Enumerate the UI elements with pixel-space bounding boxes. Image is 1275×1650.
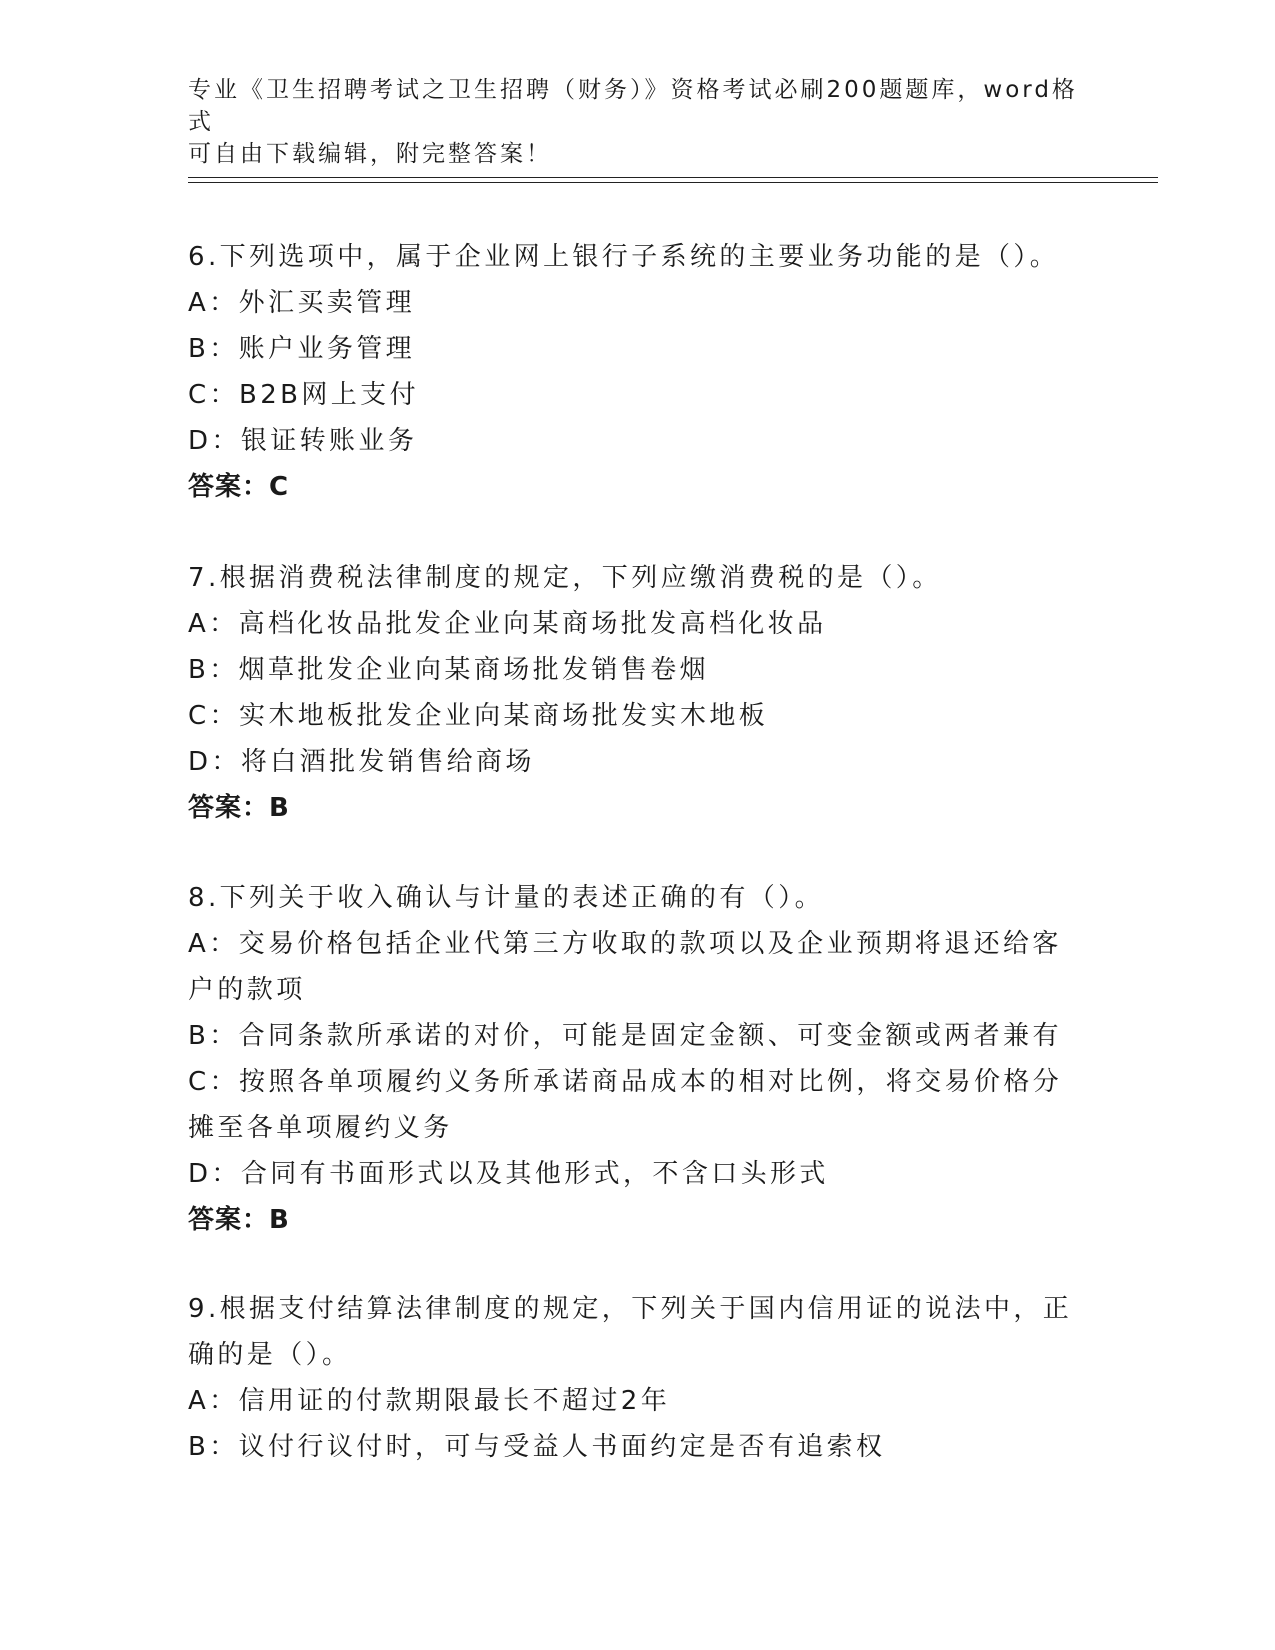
- question-stem: 6.下列选项中，属于企业网上银行子系统的主要业务功能的是（）。: [188, 242, 1060, 272]
- option-c: C：实木地板批发企业向某商场批发实木地板: [188, 701, 769, 731]
- option-b: B：合同条款所承诺的对价，可能是固定金额、可变金额或两者兼有: [188, 1021, 1062, 1051]
- option-d: D：银证转账业务: [188, 426, 418, 456]
- option-c: C：B2B网上支付: [188, 380, 419, 410]
- header-divider-bottom: [188, 182, 1158, 183]
- header-divider-top: [188, 177, 1158, 178]
- option-a: A：外汇买卖管理: [188, 288, 415, 318]
- question-stem: 9.根据支付结算法律制度的规定，下列关于国内信用证的说法中，正确的是（）。: [188, 1294, 1073, 1370]
- option-b: B：烟草批发企业向某商场批发销售卷烟: [188, 655, 710, 685]
- option-a: A：高档化妆品批发企业向某商场批发高档化妆品: [188, 609, 827, 639]
- option-a: A：交易价格包括企业代第三方收取的款项以及企业预期将退还给客户的款项: [188, 929, 1062, 1005]
- option-b: B：议付行议付时，可与受益人书面约定是否有追索权: [188, 1432, 886, 1462]
- question-8: [188, 875, 1088, 1243]
- option-c: C：按照各单项履约义务所承诺商品成本的相对比例，将交易价格分摊至各单项履约义务: [188, 1067, 1063, 1143]
- question-6: [188, 234, 1088, 510]
- answer: 答案：B: [188, 1205, 290, 1235]
- question-7: [188, 555, 1088, 831]
- header-line-2: 可自由下载编辑，附完整答案！: [188, 141, 552, 167]
- question-stem: 8.下列关于收入确认与计量的表述正确的有（）。: [188, 883, 825, 913]
- question-stem: 7.根据消费税法律制度的规定，下列应缴消费税的是（）。: [188, 563, 942, 593]
- answer: 答案：B: [188, 793, 290, 823]
- option-a: A：信用证的付款期限最长不超过2年: [188, 1386, 671, 1416]
- answer: 答案：C: [188, 472, 290, 502]
- option-d: D：将白酒批发销售给商场: [188, 747, 535, 777]
- document-header: [188, 74, 1088, 170]
- header-line-1: 专业《卫生招聘考试之卫生招聘（财务）》资格考试必刷200题题库，word格式: [188, 77, 1078, 135]
- option-b: B：账户业务管理: [188, 334, 416, 364]
- option-d: D：合同有书面形式以及其他形式，不含口头形式: [188, 1159, 829, 1189]
- question-9: [188, 1286, 1088, 1470]
